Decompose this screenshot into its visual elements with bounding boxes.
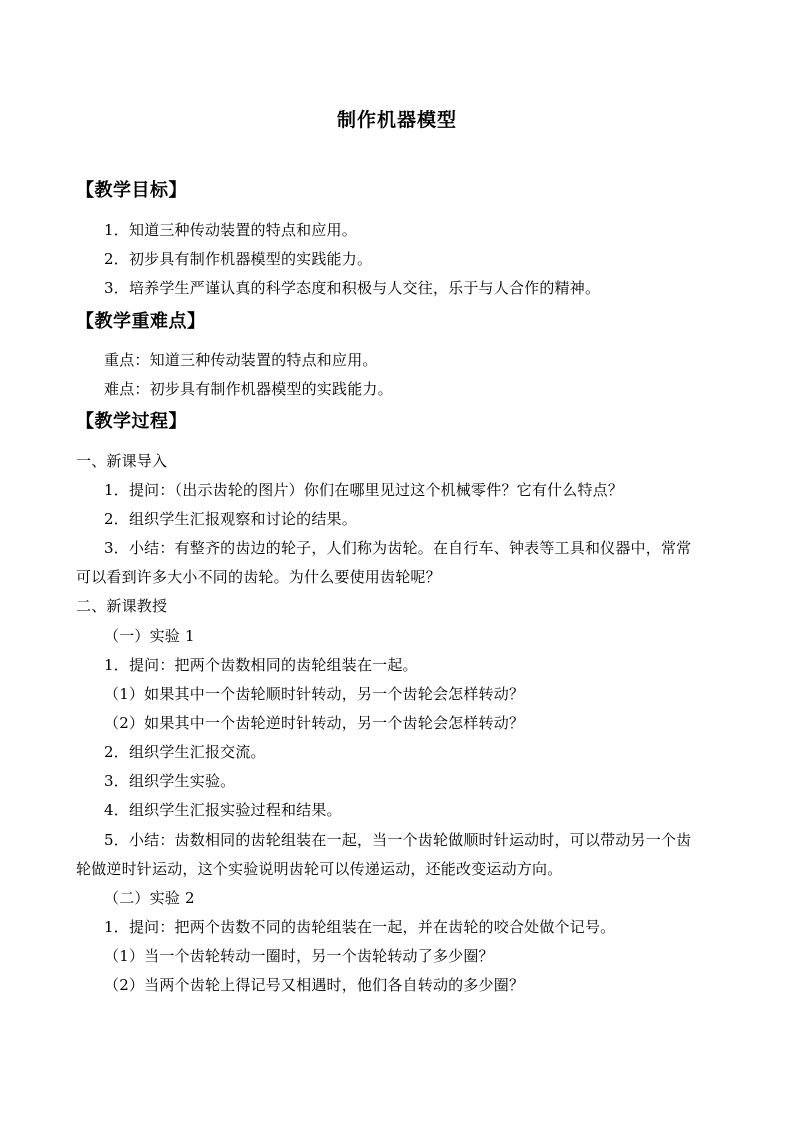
- objective-item: 3．培养学生严谨认真的科学态度和积极与人交往，乐于与人合作的精神。: [104, 279, 601, 297]
- experiment2-item: 1．提问：把两个齿数不同的齿轮组装在一起，并在齿轮的咬合处做个记号。: [104, 918, 616, 936]
- objective-item: 2．初步具有制作机器模型的实践能力。: [104, 250, 373, 268]
- experiment1-item: （1）如果其中一个齿轮顺时针转动，另一个齿轮会怎样转动？: [104, 685, 525, 703]
- experiment1-item-continued: 轮做逆时针运动，这个实验说明齿轮可以传递运动，还能改变运动方向。: [76, 860, 563, 878]
- experiment2-heading: （二）实验 2: [104, 889, 195, 907]
- part2-heading: 二、新课教授: [76, 597, 168, 615]
- part1-item: 1．提问：（出示齿轮的图片）你们在哪里见过这个机械零件？它有什么特点？: [104, 481, 624, 499]
- part1-item: 3．小结：有整齐的齿边的轮子，人们称为齿轮。在自行车、钟表等工具和仪器中，常常: [104, 539, 692, 557]
- process-heading: 【教学过程】: [76, 411, 187, 432]
- experiment1-item: 4．组织学生汇报实验过程和结果。: [104, 801, 342, 819]
- part1-heading: 一、新课导入: [76, 452, 168, 470]
- key-points-heading: 【教学重难点】: [76, 311, 206, 332]
- part1-item: 2．组织学生汇报观察和讨论的结果。: [104, 510, 357, 528]
- experiment1-item: 5．小结：齿数相同的齿轮组装在一起，当一个齿轮做顺时针运动时，可以带动另一个齿: [104, 831, 692, 849]
- experiment1-item: 3．组织学生实验。: [104, 772, 236, 790]
- part1-item-continued: 可以看到许多大小不同的齿轮。为什么要使用齿轮呢？: [76, 568, 441, 586]
- experiment2-item: （1）当一个齿轮转动一圈时，另一个齿轮转动了多少圈？: [104, 947, 494, 965]
- experiment1-item: 2．组织学生汇报交流。: [104, 743, 266, 761]
- key-point-item: 难点：初步具有制作机器模型的实践能力。: [104, 380, 393, 398]
- experiment1-item: 1．提问：把两个齿数相同的齿轮组装在一起。: [104, 656, 418, 674]
- document-title: 制作机器模型: [336, 109, 457, 131]
- experiment1-heading: （一）实验 1: [104, 627, 195, 645]
- objective-item: 1．知道三种传动装置的特点和应用。: [104, 221, 357, 239]
- objectives-heading: 【教学目标】: [76, 180, 187, 201]
- experiment1-item: （2）如果其中一个齿轮逆时针转动，另一个齿轮会怎样转动？: [104, 714, 525, 732]
- key-point-item: 重点：知道三种传动装置的特点和应用。: [104, 351, 378, 369]
- experiment2-item: （2）当两个齿轮上得记号又相遇时，他们各自转动的多少圈？: [104, 976, 525, 994]
